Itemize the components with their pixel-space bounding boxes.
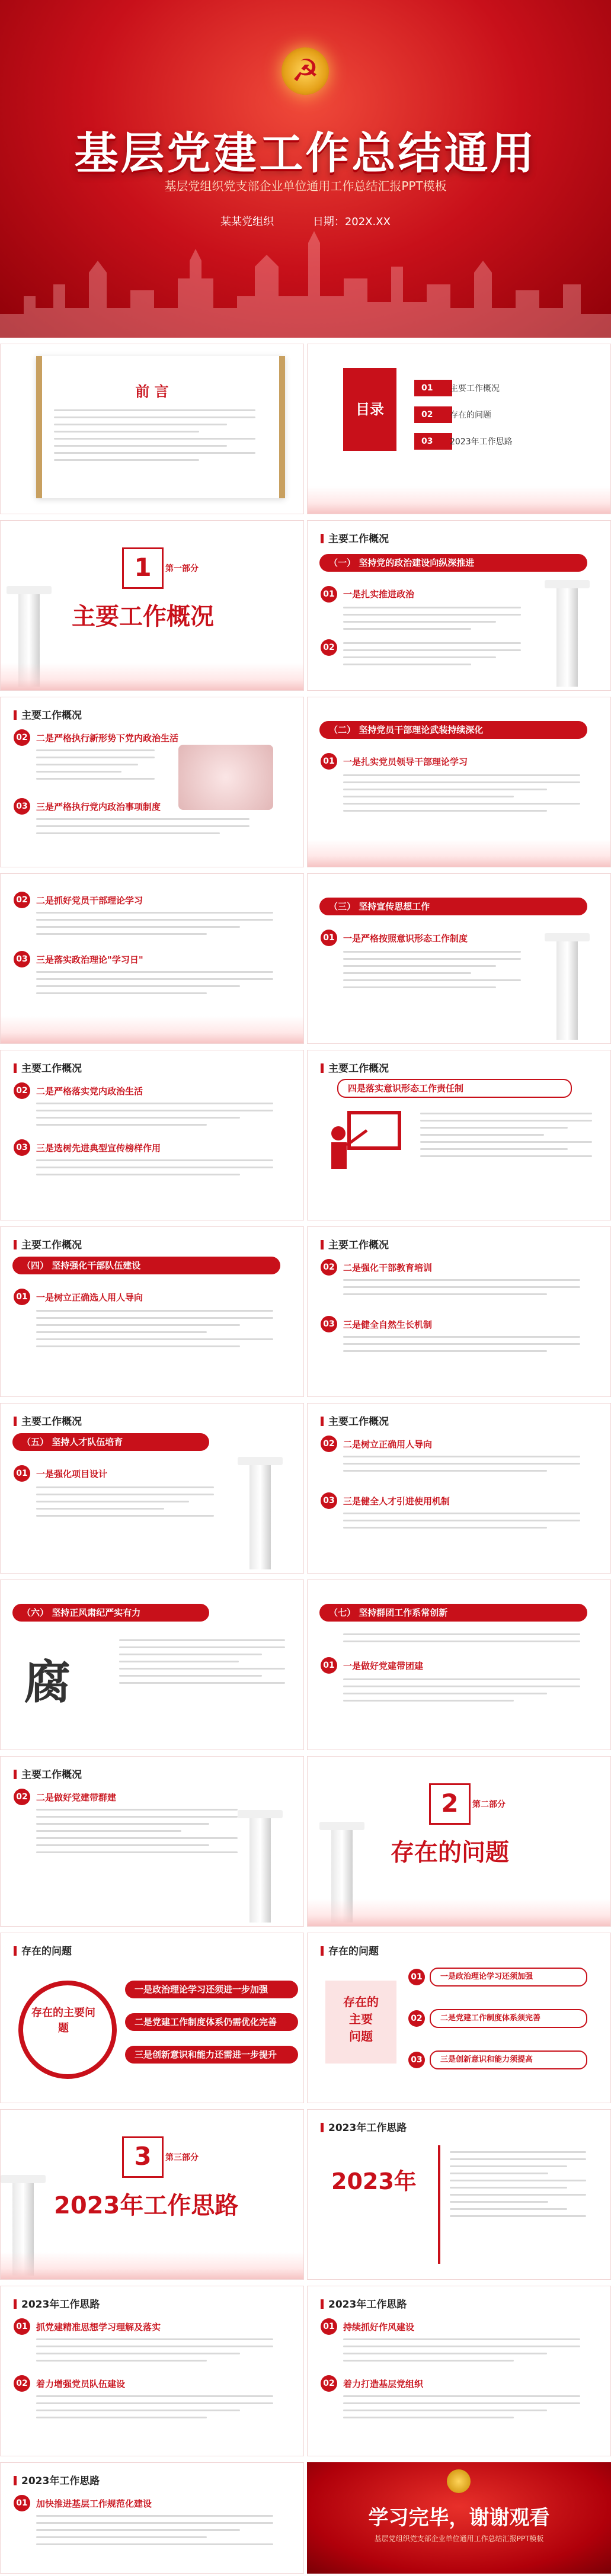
slide-s8: [0, 1226, 304, 1397]
slide-s7: [307, 1050, 611, 1220]
teacher-board-icon: [325, 1110, 402, 1175]
num-badge: 03: [321, 1492, 337, 1509]
problem-right-1: 一是政治理论学习还须加强: [430, 1968, 587, 1987]
monument-icon: [249, 1463, 271, 1569]
part-number: 1: [122, 547, 164, 589]
heading: 三是健全自然生长机制: [343, 1319, 433, 1330]
heading: 抓党建精准思想学习理解及落实: [36, 2322, 161, 2333]
heading: 着力打造基层党组织: [343, 2379, 424, 2389]
part-title: 主要工作概况: [72, 603, 214, 630]
num-badge: 01: [321, 930, 337, 946]
num-badge: 02: [14, 892, 30, 908]
org-label: 某某党组织: [220, 216, 274, 228]
section-pill: 四是落实意识形态工作责任制: [337, 1079, 572, 1098]
problem-right-3: 三是创新意识和能力须提高: [430, 2050, 587, 2069]
part-number: 2: [429, 1783, 471, 1825]
slide-header: 2023年工作思路: [14, 2472, 100, 2487]
party-emblem-icon: [447, 2469, 471, 2493]
slide-header: 2023年工作思路: [321, 2119, 407, 2134]
num-badge: 03: [321, 1316, 337, 1332]
slide-2023-c: [0, 2462, 304, 2574]
slide-s6: [0, 1050, 304, 1220]
heading: 二是抓好党员干部理论学习: [36, 895, 143, 906]
date-label: 日期：202X.XX: [312, 216, 391, 228]
cover-title: 基层党建工作总结通用: [74, 128, 537, 179]
party-emblem-icon: [281, 47, 329, 95]
part2-slide: [307, 1756, 611, 1927]
heading: 持续抓好作风建设: [343, 2322, 415, 2333]
num-badge: 02: [14, 2375, 30, 2392]
ending-subtitle: 基层党组织党支部企业单位通用工作总结汇报PPT模板: [374, 2535, 544, 2543]
section-pill: （三） 坚持宣传思想工作: [319, 898, 587, 915]
toc-title: 目录: [343, 368, 396, 451]
slide-2023-a: [0, 2286, 304, 2456]
num-badge: 02: [321, 2375, 337, 2392]
heading: 加快推进基层工作规范化建设: [36, 2498, 152, 2509]
num-badge: 03: [14, 951, 30, 967]
heading: 三是落实政治理论"学习日": [36, 954, 143, 965]
num-badge: 02: [14, 729, 30, 746]
slide-header: 主要工作概况: [321, 530, 389, 545]
heading: 一是扎实党员领导干部理论学习: [343, 757, 468, 767]
heading: 二是树立正确用人导向: [343, 1439, 433, 1450]
heading: 三是严格执行党内政治事项制度: [36, 802, 161, 812]
slide-s13: [307, 1579, 611, 1750]
slide-header: 主要工作概况: [321, 1413, 389, 1428]
part1-slide: [0, 520, 304, 691]
heading: 一是强化项目设计: [36, 1469, 108, 1479]
slide-header: 主要工作概况: [14, 707, 82, 722]
slide-s9: [307, 1226, 611, 1397]
problem-item-2: 二是党建工作制度体系仍需优化完善: [125, 2013, 298, 2031]
num-badge: 02: [321, 1259, 337, 1276]
photo-placeholder: [178, 745, 273, 810]
num-badge: 02: [14, 1789, 30, 1805]
slide-s5: [307, 873, 611, 1044]
part3-slide: [0, 2109, 304, 2280]
monument-icon: [556, 586, 578, 687]
slide-2023-intro: [307, 2109, 611, 2280]
num-badge: 01: [321, 753, 337, 770]
slide-header: 存在的问题: [321, 1943, 379, 1957]
num-badge: 02: [14, 1082, 30, 1099]
city-skyline: [0, 225, 611, 338]
section-pill: （一） 坚持党的政治建设向纵深推进: [319, 554, 587, 572]
slide-problems-1: [0, 1933, 304, 2103]
num-badge: 01: [14, 1289, 30, 1305]
slide-header: 主要工作概况: [321, 1236, 389, 1251]
num-badge: 01: [14, 2495, 30, 2511]
slide-header: 主要工作概况: [14, 1060, 82, 1075]
section-pill: （六） 坚持正风肃纪严实有力: [12, 1604, 209, 1622]
num-badge: 01: [408, 1969, 425, 1985]
slide-header: 主要工作概况: [14, 1236, 82, 1251]
slide-header: 主要工作概况: [14, 1413, 82, 1428]
problems-label-box: 存在的 主要 问题: [325, 1981, 396, 2064]
heading: 三是选树先进典型宣传榜样作用: [36, 1143, 161, 1154]
slide-header: 主要工作概况: [14, 1766, 82, 1781]
slide-s12: [0, 1579, 304, 1750]
num-badge: 02: [321, 639, 337, 656]
ending-title: 学习完毕，谢谢观看: [368, 2506, 550, 2530]
section-pill: （五） 坚持人才队伍培育: [12, 1433, 209, 1451]
slide-problems-2: [307, 1933, 611, 2103]
heading: 着力增强党员队伍建设: [36, 2379, 126, 2389]
ending-slide: [307, 2462, 611, 2574]
monument-icon: [556, 939, 578, 1040]
toc-item-2[interactable]: 存在的问题: [450, 411, 491, 420]
problem-right-2: 二是党建工作制度体系须完善: [430, 2009, 587, 2028]
num-badge: 01: [14, 1465, 30, 1482]
heading: 一是扎实推进政治: [343, 589, 415, 600]
part-title: 存在的问题: [391, 1839, 509, 1866]
toc-slide: 目录 01 主要工作概况 02 存在的问题 03 2023年工作思路: [307, 344, 611, 514]
slide-s2: [0, 697, 304, 867]
num-badge: 01: [321, 1657, 337, 1674]
slide-header: 存在的问题: [14, 1943, 72, 1957]
heading: 一是严格按照意识形态工作制度: [343, 933, 468, 944]
section-pill: （二） 坚持党员干部理论武装持续深化: [319, 721, 587, 739]
heading: 二是严格执行新形势下党内政治生活: [36, 733, 179, 744]
num-badge: 03: [408, 2052, 425, 2068]
toc-item-3[interactable]: 2023年工作思路: [450, 437, 513, 447]
part-label: 第三部分: [165, 2153, 199, 2162]
section-pill: （四） 坚持强化干部队伍建设: [12, 1257, 280, 1274]
slide-s1: [307, 520, 611, 691]
heading: 三是健全人才引进使用机制: [343, 1496, 450, 1507]
section-pill: （七） 坚持群团工作系常创新: [319, 1604, 587, 1622]
num-badge: 03: [14, 1139, 30, 1156]
slide-2023-b: [307, 2286, 611, 2456]
cover-slide: [0, 0, 611, 338]
heading: 一是树立正确选人用人导向: [36, 1292, 143, 1303]
toc-item-1[interactable]: 主要工作概况: [450, 384, 500, 393]
problem-item-3: 三是创新意识和能力还需进一步提升: [125, 2046, 298, 2064]
heading: 二是强化干部教育培训: [343, 1263, 433, 1273]
part-number: 3: [122, 2136, 164, 2178]
slide-s14: [0, 1756, 304, 1927]
slide-s11: [307, 1403, 611, 1574]
corruption-glyph: 腐: [24, 1656, 71, 1709]
cover-subtitle: 基层党组织党支部企业单位通用工作总结汇报PPT模板: [164, 179, 447, 193]
num-badge: 02: [408, 2010, 425, 2027]
num-badge: 01: [321, 2318, 337, 2335]
num-badge: 01: [14, 2318, 30, 2335]
num-badge: 01: [321, 586, 337, 603]
part-label: 第一部分: [165, 564, 199, 573]
slide-s4: [0, 873, 304, 1044]
num-badge: 03: [14, 798, 30, 815]
problems-circle-label: 存在的主要问题: [31, 2007, 95, 2034]
cover-meta: [0, 213, 611, 229]
slide-header: 2023年工作思路: [321, 2296, 407, 2311]
heading: 二是严格落实党内政治生活: [36, 1086, 143, 1097]
monument-icon: [249, 1816, 271, 1923]
part-label: 第二部分: [472, 1800, 506, 1809]
slide-header: 2023年工作思路: [14, 2296, 100, 2311]
preface-slide: [0, 344, 304, 514]
slide-s3: [307, 697, 611, 867]
year-title: 2023年: [331, 2168, 417, 2194]
slide-s10: [0, 1403, 304, 1574]
problem-item-1: 一是政治理论学习还须进一步加强: [125, 1981, 298, 1998]
heading: 一是做好党建带团建: [343, 1661, 424, 1671]
heading: 二是做好党建带群建: [36, 1792, 117, 1803]
slide-header: 主要工作概况: [321, 1060, 389, 1075]
part-title: 2023年工作思路: [54, 2192, 239, 2219]
preface-title: 前 言: [135, 383, 169, 400]
num-badge: 02: [321, 1436, 337, 1452]
